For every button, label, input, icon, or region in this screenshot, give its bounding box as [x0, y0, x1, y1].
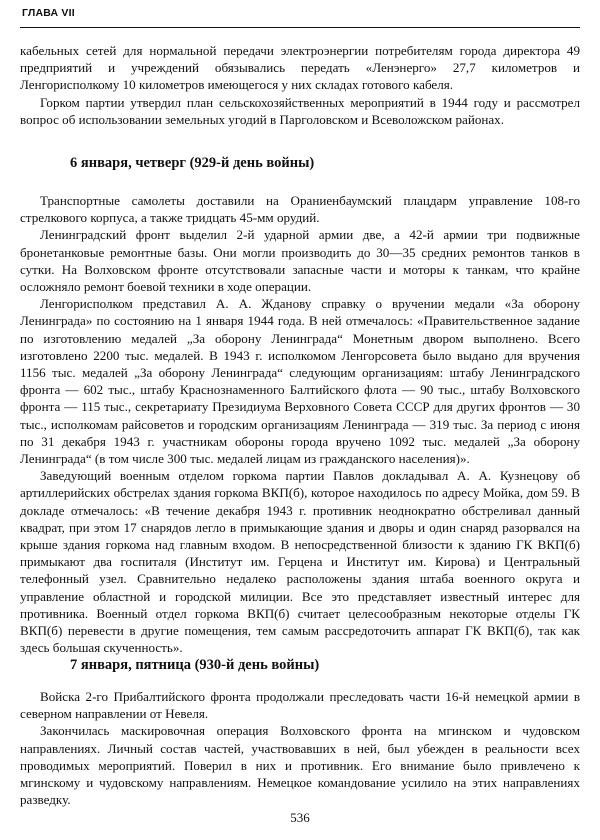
intro-text: [20, 42, 580, 128]
page-number: 536: [290, 810, 310, 825]
paragraph: Транспортные самолеты доставили на Ораниенбаумский плацдарм управление 108-го стрелкового корпуса, а также тридцать 45-мм орудий.: [20, 193, 580, 226]
paragraph: Ленгорисполком представил А. А. Жданову справку о вручении медали «За оборону Ленинграда» по состоянию на 1 января 1944 года. В ней отмечалось: «Правительственное задание по изготовлению медалей „За оборону Ленинграда“ Монетным двором выполнено. Всего изготовлено 2200 тыс. медалей. В 1943 г. исполкомом Ленгорсовета было выдано для вручения 1156 тыс. медалей „За оборону Ленинграда“ следующим организациям: штабу Ленинградского фронта — 602 тыс., штабу Краснознаменного Балтийского флота — 90 тыс., штабу Волховского фронта — 115 тыс., секретариату Президиума Верховного Совета СССР для других фронтов — 30 тыс., исполкомам райсоветов и городским организациям Ленинграда — 319 тыс. За период с июня по 31 декабря 1943 г. участникам обороны города вручено 1092 тыс. медалей „За оборону Ленинграда“ (в том числе 300 тыс. медалей лицам из гражданского населения)».: [20, 296, 580, 467]
section-heading-jan-7: 7 января, пятница (930-й день войны): [70, 657, 320, 673]
running-head: ГЛАВА VII: [22, 7, 75, 19]
paragraph: Войска 2-го Прибалтийского фронта продолжали преследовать части 16-й немецкой армии в северном направлении от Невеля.: [20, 689, 580, 722]
paragraph: Ленинградский фронт выделил 2-й ударной армии две, а 42-й армии три подвижные бронетанковые ремонтные базы. Они могли производить до 30—35 средних ремонтов танков в сутки. На Волховском фронте отсутствовали запасные части и моторы к танкам, что крайне осложняло ремонт боевой техники в ходе операции.: [20, 227, 580, 295]
paragraph: кабельных сетей для нормальной передачи электроэнергии потребителям города директора 49 предприятий и учреждений обязывались передать «Ленэнерго» 27,7 километров и Ленгорисполкому 10 километров имеющегося у них складах готового кабеля.: [20, 43, 580, 93]
section-text-jan-7: [20, 688, 580, 808]
paragraph: Закончилась маскировочная операция Волховского фронта на мгинском и чудовском направлениях. Личный состав частей, участвовавших в ней, был убежден в реальности всех проводимых мероприятий. Поверил в них и противник. Его внимание было привлечено к мгинскому и чудовскому направлениям. Немецкое командование усилило на этих направлениях разведку.: [20, 723, 580, 808]
section-heading-jan-6: 6 января, четверг (929-й день войны): [70, 155, 315, 171]
paragraph: Горком партии утвердил план сельскохозяйственных мероприятий в 1944 году и рассмотрел вопрос об использовании земельных угодий в Парголовском и Всеволожском районах.: [20, 94, 580, 127]
header-rule: [20, 27, 580, 28]
paragraph: Заведующий военным отделом горкома партии Павлов докладывал А. А. Кузнецову об артиллерийских обстрелах здания горкома ВКП(б), которое находилось по адресу Мойка, дом 59. В докладе отмечалось: «В течение декабря 1943 г. противник неоднократно обстреливал данный квадрат, при этом 17 снарядов легло в примыкающие здания и дворы и один снаряд разорвался на крыше здания горкома над главным входом. В непосредственной близости к зданию ГК ВКП(б) примыкают два госпиталя (Институт им. Герцена и Институт им. Кирова) и Центральный телефонный узел. Сравнительно недалеко расположены здания штаба военного округа и управление областной и городской милиции. Все это представляет известный интерес для противника. Военный отдел горкома ВКП(б) считает целесообразным некоторые отделы ГК ВКП(б) перевести в другие помещения, тем самым рассредоточить аппарат ГК ВКП(б), так как здесь большая скученность».: [20, 468, 580, 656]
section-text-jan-6: [20, 192, 580, 656]
